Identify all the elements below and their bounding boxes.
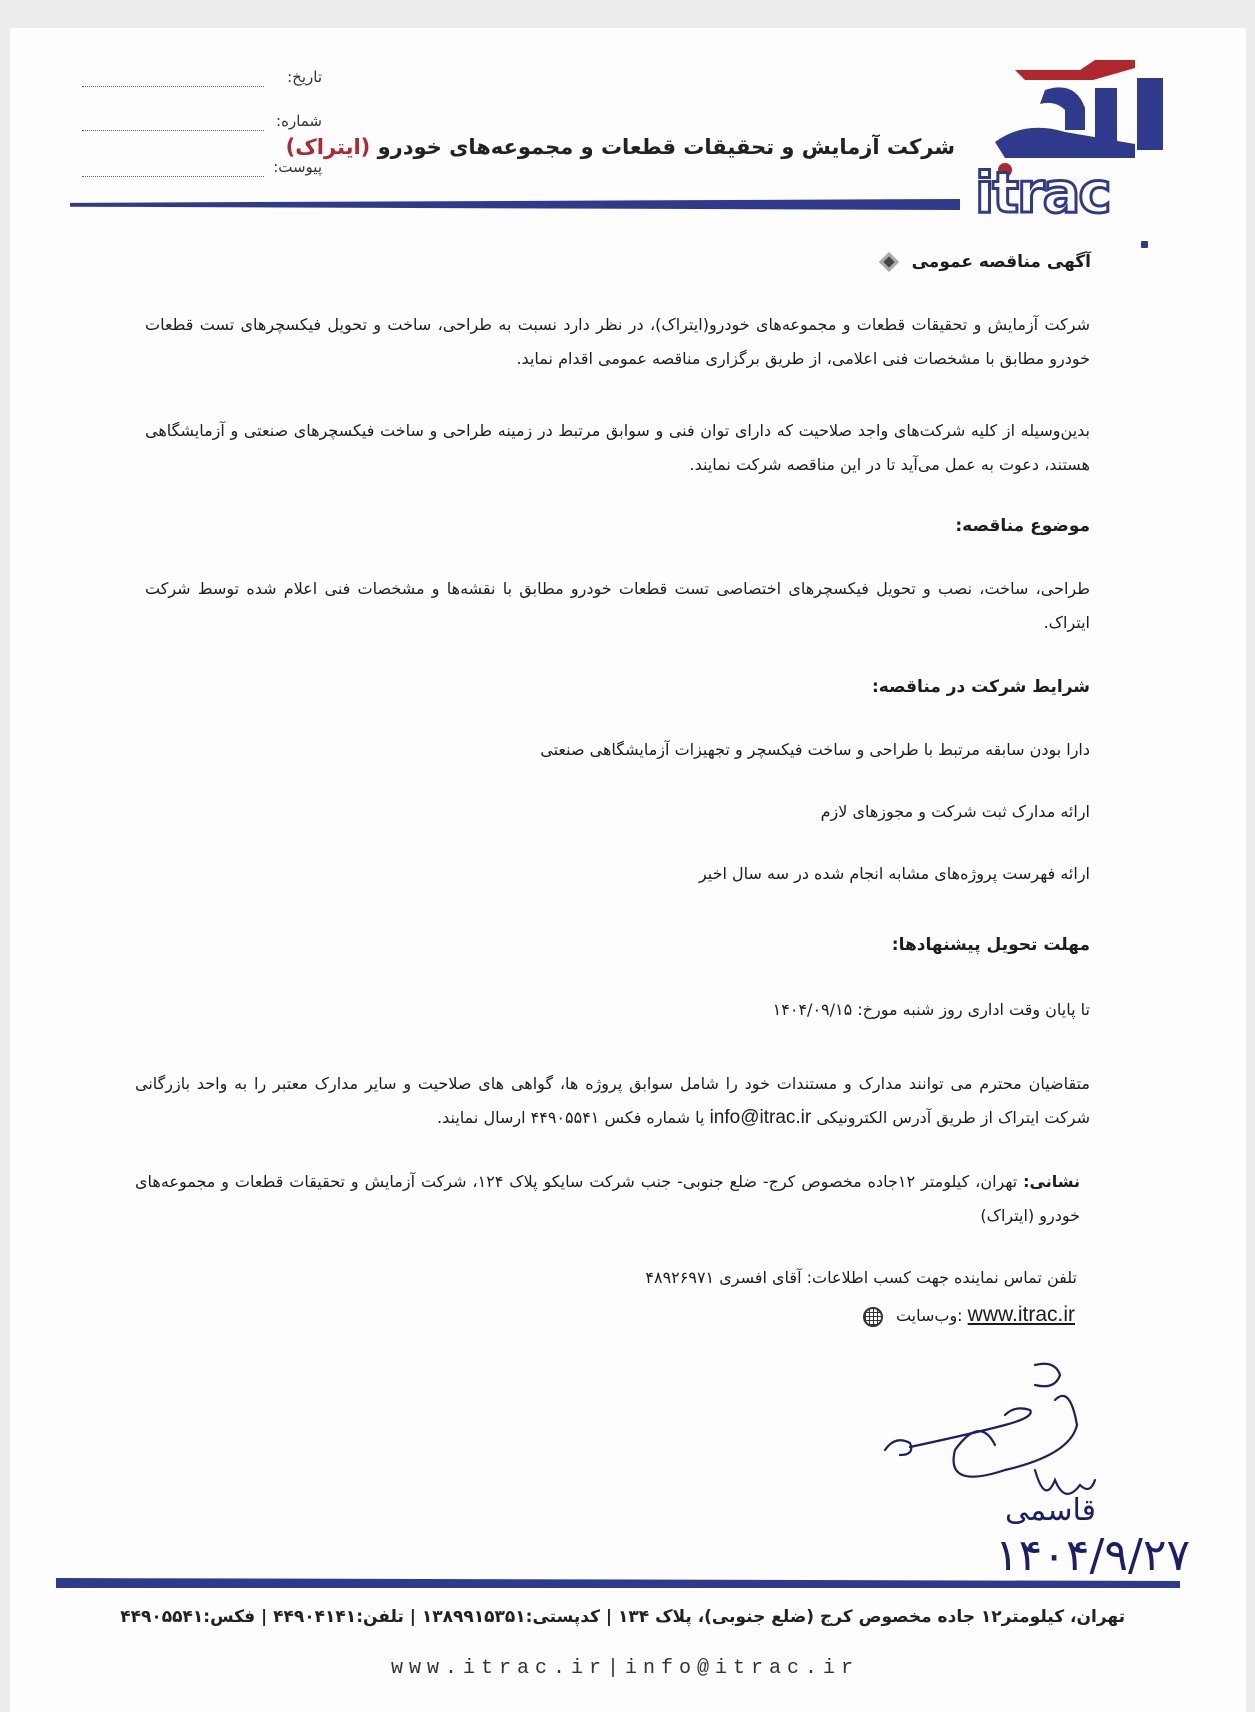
attachment-label: پیوست: [273, 158, 322, 176]
number-label: شماره: [276, 112, 322, 130]
number-field [82, 112, 322, 136]
address-text: تهران، کیلومتر ۱۲جاده مخصوص کرج- ضلع جنوبی- جنب شرکت سایکو پلاک ۱۲۴، شرکت آزمایش و تحقیقات قطعات و مجموعه‌های خودرو (ایتراک) [135, 1172, 1080, 1225]
deadline-heading: مهلت تحویل پیشنهادها: [891, 935, 1090, 955]
notice-title-text: آگهی مناقصه عمومی [911, 252, 1091, 272]
invitation-paragraph: بدین‌وسیله از کلیه شرکت‌های واجد صلاحیت که دارای توان فنی و سوابق مرتبط در زمینه طراحی و ساخت فیکسچرهای صنعتی و آزمایشگاهی هستند، دعوت به عمل می‌آید تا در این مناقصه شرکت نمایند. [145, 421, 1090, 474]
footer-address: تهران، کیلومتر۱۲ جاده مخصوص کرج (ضلع جنوبی)، پلاک ۱۳۴ | کدپستی:۱۳۸۹۹۱۵۳۵۱ | تلفن:۴۴۹۰۴۱۴۱ | فکس:۴۴۹۰۵۵۴۱ [120, 1607, 1125, 1627]
address-label: نشانی: [1023, 1172, 1080, 1191]
submission-text-end: یا شماره فکس ۴۴۹۰۵۵۴۱ ارسال نمایند. [437, 1108, 705, 1127]
condition-item: دارا بودن سابقه مرتبط با طراحی و ساخت فیکسچر و تجهیزات آزمایشگاهی صنعتی [540, 740, 1090, 759]
number-dotted-line [82, 130, 264, 131]
subject-paragraph: طراحی، ساخت، نصب و تحویل فیکسچرهای اختصاصی تست قطعات خودرو مطابق با نقشه‌ها و مشخصات فنی اعلام شده توسط شرکت ایتراک. [145, 579, 1090, 632]
conditions-heading: شرایط شرکت در مناقصه: [872, 677, 1090, 697]
submission-email-link[interactable]: info@itrac.ir [709, 1107, 812, 1128]
condition-item: ارائه فهرست پروژه‌های مشابه انجام شده در سه سال اخیر [698, 864, 1090, 883]
date-dotted-line [82, 86, 264, 87]
website-label: :وب‌سایت [895, 1306, 963, 1325]
date-field [82, 68, 322, 92]
website-line [863, 1303, 1075, 1327]
contact-line: تلفن تماس نماینده جهت کسب اطلاعات: آقای افسری ۴۸۹۲۶۹۷۱ [645, 1268, 1077, 1287]
handwritten-signature [855, 1355, 1195, 1585]
company-name [286, 135, 955, 159]
condition-item: ارائه مدارک ثبت شرکت و مجوزهای لازم [820, 802, 1090, 821]
address-paragraph [135, 1165, 1080, 1233]
submission-text-start: متقاضیان محترم می توانند مدارک و مستندات خود را شامل سوابق پروژه ها، گواهی های صلاحیت و سایر مدارک معتبر را به واحد بازرگانی شرکت ایتراک از طریق آدرس الکترونیکی [135, 1074, 1090, 1127]
signature-name: قاسمی [1005, 1493, 1096, 1528]
notice-title [882, 252, 1091, 272]
itrac-logo-text: itrac [975, 161, 1110, 226]
subject-heading: موضوع مناقصه: [955, 516, 1090, 536]
corner-mark [1141, 241, 1148, 248]
company-short-name: (ایتراک) [285, 135, 371, 159]
company-name-text: شرکت آزمایش و تحقیقات قطعات و مجموعه‌های خودرو [377, 135, 955, 159]
attachment-dotted-line [82, 176, 264, 177]
deadline-text: تا پایان وقت اداری روز شنبه مورخ: ۱۴۰۴/۰۹/۱۵ [772, 1000, 1090, 1019]
signature-date: ۱۴۰۴/۹/۲۷ [995, 1530, 1191, 1581]
attachment-field [82, 158, 322, 182]
website-link[interactable]: www.itrac.ir [967, 1303, 1075, 1326]
date-label: تاریخ: [287, 68, 322, 86]
footer-web-email: www.itrac.ir|info@itrac.ir [390, 1657, 860, 1680]
intro-paragraph: شرکت آزمایش و تحقیقات قطعات و مجموعه‌های خودرو(ایتراک)، در نظر دارد نسبت به طراحی، ساخت و تحویل فیکسچرهای تست قطعات خودرو مطابق با مشخصات فنی اعلامی، از طریق برگزاری مناقصه عمومی اقدام نماید. [145, 315, 1090, 368]
submission-paragraph [135, 1067, 1090, 1135]
globe-icon [863, 1307, 883, 1327]
diamond-bullet-icon [879, 252, 899, 272]
